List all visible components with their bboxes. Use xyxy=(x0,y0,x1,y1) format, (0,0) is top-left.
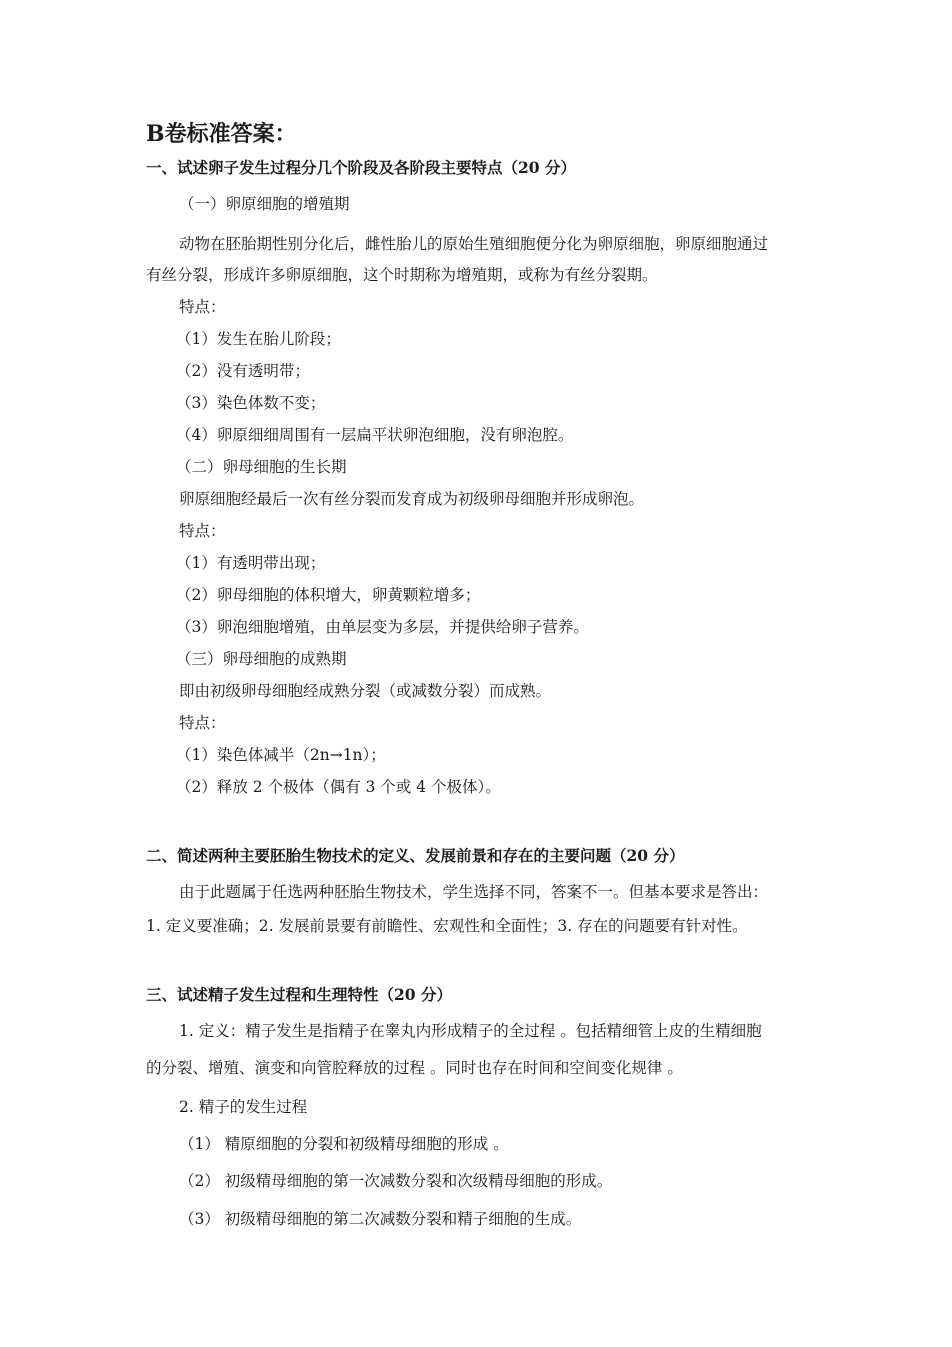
q1-section1-title: （一）卵原细胞的增殖期 xyxy=(179,195,350,213)
q1-section1-item: （1）发生在胎儿阶段； xyxy=(176,330,341,348)
q3-para-line1: 1. 定义：精子发生是指精子在睾丸内形成精子的全过程 。包括精细管上皮的生精细胞 xyxy=(179,1022,762,1040)
q1-section1-item: （4）卵原细细周围有一层扁平状卵泡细胞，没有卵泡腔。 xyxy=(176,426,574,444)
q1-section3-para: 即由初级卵母细胞经成熟分裂（或减数分裂）而成熟。 xyxy=(179,682,552,700)
page-title: B卷标准答案： xyxy=(146,121,297,147)
q2-para-line1: 由于此题属于任选两种胚胎生物技术，学生选择不同，答案不一。但基本要求是答出： xyxy=(179,883,769,901)
q3-heading: 三、试述精子发生过程和生理特性（20 分） xyxy=(146,985,452,1004)
q1-section1-item: （2）没有透明带； xyxy=(176,362,310,380)
q1-section2-item: （2）卵母细胞的体积增大，卵黄颗粒增多； xyxy=(176,586,481,604)
q1-section2-item: （1）有透明带出现； xyxy=(176,554,326,572)
q1-section2-features-label: 特点： xyxy=(179,522,226,540)
q1-section3-item: （2）释放 2 个极体（偶有 3 个或 4 个极体）。 xyxy=(176,778,501,796)
q1-section3-features-label: 特点： xyxy=(179,714,226,732)
q1-section1-item: （3）染色体数不变； xyxy=(176,394,326,412)
q1-section3-item: （1）染色体减半（2n→1n）； xyxy=(176,746,386,764)
q3-list-item: （3） 初级精母细胞的第二次减数分裂和精子细胞的生成。 xyxy=(179,1210,582,1228)
q1-section1-para-line1: 动物在胚胎期性别分化后，雌性胎儿的原始生殖细胞便分化为卵原细胞，卵原细胞通过 xyxy=(179,235,769,253)
q1-section1-para-line2: 有丝分裂，形成许多卵原细胞，这个时期称为增殖期，或称为有丝分裂期。 xyxy=(146,266,658,284)
q3-list-item: （1） 精原细胞的分裂和初级精母细胞的形成 。 xyxy=(179,1135,509,1153)
q1-section2-title: （二）卵母细胞的生长期 xyxy=(176,458,347,476)
q2-heading: 二、简述两种主要胚胎生物技术的定义、发展前景和存在的主要问题（20 分） xyxy=(146,846,685,865)
q3-subheading: 2. 精子的发生过程 xyxy=(179,1098,308,1116)
q1-section1-features-label: 特点： xyxy=(179,298,226,316)
q3-list-item: （2） 初级精母细胞的第一次减数分裂和次级精母细胞的形成。 xyxy=(179,1172,613,1190)
q1-section2-para: 卵原细胞经最后一次有丝分裂而发育成为初级卵母细胞并形成卵泡。 xyxy=(179,490,645,508)
q1-section3-title: （三）卵母细胞的成熟期 xyxy=(176,650,347,668)
q2-para-line2: 1. 定义要准确；2. 发展前景要有前瞻性、宏观性和全面性；3. 存在的问题要有针对性。 xyxy=(146,917,748,935)
q1-heading: 一、试述卵子发生过程分几个阶段及各阶段主要特点（20 分） xyxy=(146,158,576,177)
q1-section2-item: （3）卵泡细胞增殖，由单层变为多层，并提供给卵子营养。 xyxy=(176,618,589,636)
q3-para-line2: 的分裂、增殖、演变和向管腔释放的过程 。同时也存在时间和空间变化规律 。 xyxy=(146,1059,683,1077)
